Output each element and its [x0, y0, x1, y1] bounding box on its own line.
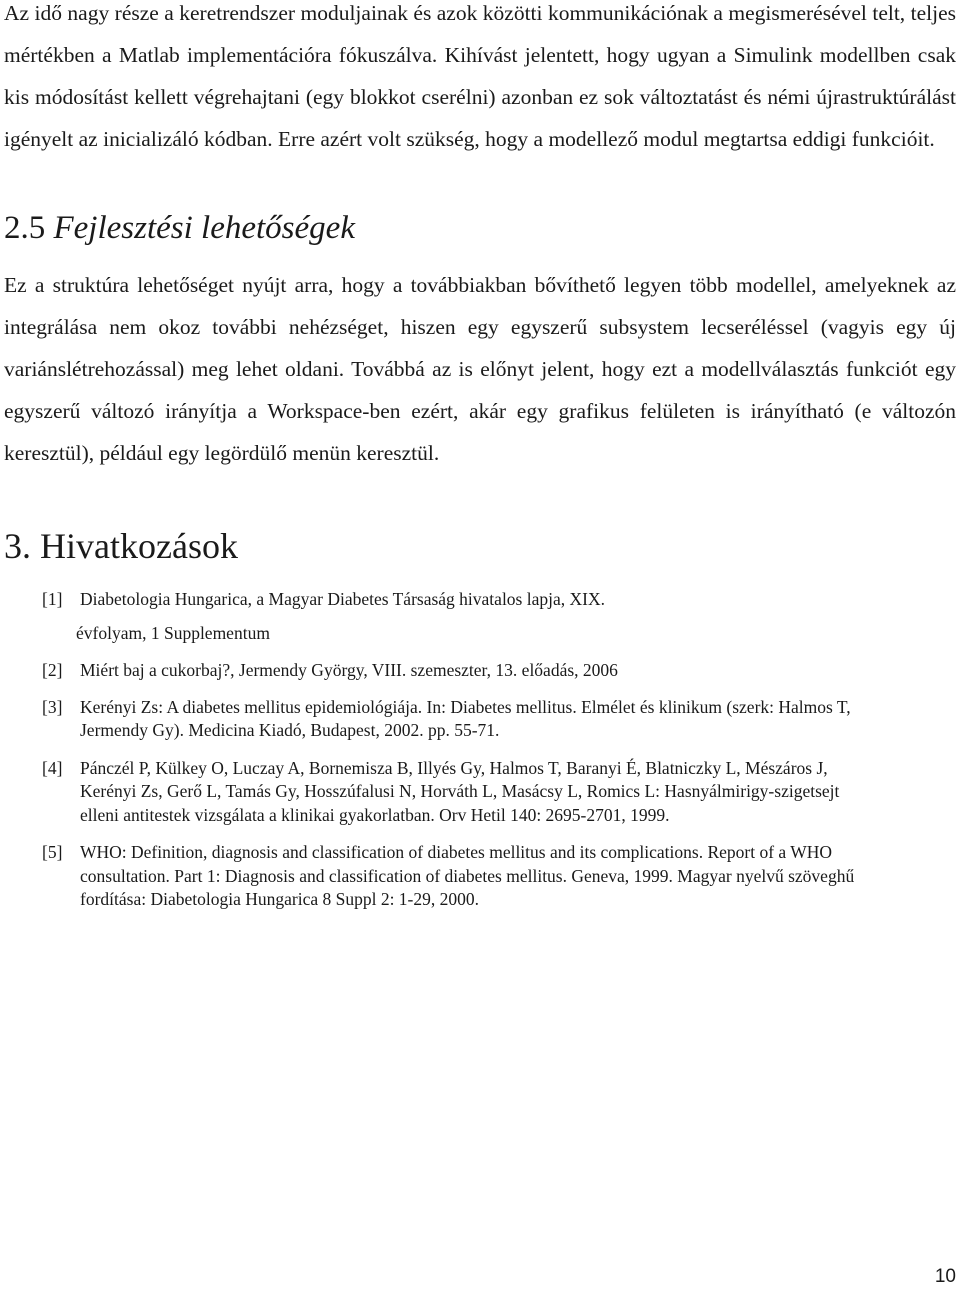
- reference-text: Kerényi Zs: A diabetes mellitus epidemiológiája. In: Diabetes mellitus. Elmélet és klinikum (szerk: Halmos T, Jermendy Gy). Medicina Kiadó, Budapest, 2002. pp. 55-71.: [80, 696, 851, 740]
- reference-text: Diabetologia Hungarica, a Magyar Diabetes Társaság hivatalos lapja, XIX.: [80, 589, 605, 609]
- reference-list: [42, 588, 862, 926]
- reference-text-continued: évfolyam, 1 Supplementum: [76, 622, 270, 643]
- body-paragraph-implementation: Az idő nagy része a keretrendszer moduljainak és azok közötti kommunikációnak a megismerésével telt, teljes mértékben a Matlab implementációra fókuszálva. Kihívást jelentett, hogy ugyan a Simulink modellben csak kis módosítást kellett végrehajtani (egy blokkot cserélni) azonban ez sok változtatást és némi újrastruktúrálást igényelt az inicializáló kódban. Erre azért volt szükség, hogy a modellező modul megtartsa eddigi funkcióit.: [4, 1, 956, 151]
- reference-number: [1]: [42, 589, 63, 609]
- reference-text: Pánczél P, Külkey O, Luczay A, Bornemisza B, Illyés Gy, Halmos T, Baranyi É, Blatniczky L, Mészáros J, Kerényi Zs, Gerő L, Tamás Gy, Hosszúfalusi N, Horváth L, Masácsy L, Romics L: Hasnyálmirigy-szigetsejt elleni antitestek vizsgálata a klinikai gyakorlatban. Orv Hetil 140: 2695-2701, 1999.: [80, 757, 840, 825]
- reference-number: [2]: [42, 660, 63, 680]
- section-title: Fejlesztési lehetőségek: [53, 210, 355, 246]
- body-paragraph-development: Ez a struktúra lehetőséget nyújt arra, hogy a továbbiakban bővíthető legyen több modellel, amelyeknek az integrálása nem okoz további nehézséget, hiszen egy egyszerű subsystem lecseréléssel (vagyis egy új variánslétrehozással) meg lehet oldani. Továbbá az is előnyt jelent, hogy ezt a modellválasztás funkciót egy egyszerű változó irányítja a Workspace-ben ezért, akár egy grafikus felületen is irányítható (e változón keresztül), például egy legördülő menün keresztül.: [4, 273, 956, 465]
- reference-item: [42, 659, 862, 683]
- reference-number: [5]: [42, 842, 63, 862]
- reference-text: WHO: Definition, diagnosis and classification of diabetes mellitus and its complications. Report of a WHO consultation. Part 1: Diagnosis and classification of diabetes mellitus. Geneva, 1999. Magyar nyelvű szöveghű fordítása: Diabetologia Hungarica 8 Suppl 2: 1-29, 2000.: [80, 842, 855, 909]
- section-heading-fejlesztesi-lehetosegek: [4, 204, 355, 252]
- reference-number: [4]: [42, 757, 63, 778]
- reference-item: [42, 696, 862, 743]
- section-heading-hivatkozasok: 3. Hivatkozások: [4, 526, 238, 566]
- reference-item: [42, 841, 862, 912]
- page-number: 10: [934, 1266, 956, 1287]
- reference-number: [3]: [42, 696, 63, 717]
- section-number: 2.5: [4, 210, 46, 246]
- reference-item: [42, 757, 862, 828]
- reference-item: [42, 588, 862, 645]
- reference-text: Miért baj a cukorbaj?, Jermendy György, VIII. szemeszter, 13. előadás, 2006: [80, 660, 618, 680]
